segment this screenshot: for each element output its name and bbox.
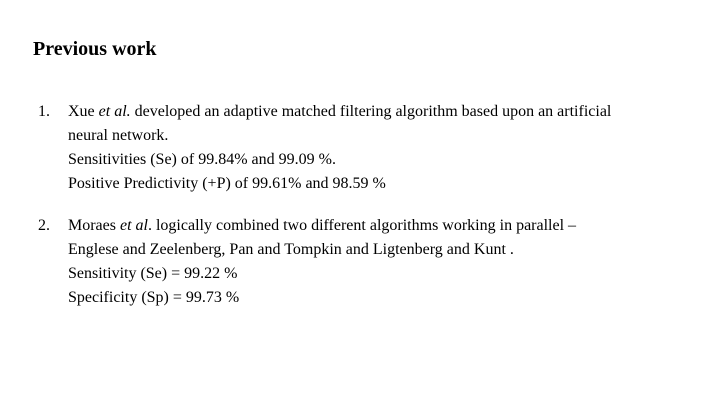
- author-name: Xue: [68, 103, 95, 120]
- list-item-moraes: [38, 214, 708, 310]
- sensitivity-line: Sensitivities (Se) of 99.84% and 99.09 %.: [68, 151, 336, 168]
- item-line-2: Englese and Zeelenberg, Pan and Tompkin and Ligtenberg and Kunt .: [68, 241, 514, 258]
- item-body: [68, 100, 708, 196]
- predictivity-line: Positive Predictivity (+P) of 99.61% and 98.59 %: [68, 175, 386, 192]
- item-line-2: neural network.: [68, 127, 169, 144]
- slide-title: Previous work: [33, 38, 157, 60]
- item-line-1: [68, 214, 708, 238]
- sensitivity-line: Sensitivity (Se) = 99.22 %: [68, 265, 238, 282]
- line-1-text: developed an adaptive matched filtering algorithm based upon an artificial: [130, 103, 612, 120]
- item-number: 1.: [38, 103, 50, 120]
- line-1-text: . logically combined two different algorithms working in parallel –: [147, 217, 577, 234]
- et-al: et al.: [98, 103, 131, 120]
- item-number: 2.: [38, 217, 50, 234]
- author-name: Moraes: [68, 217, 116, 234]
- specificity-line: Specificity (Sp) = 99.73 %: [68, 289, 240, 306]
- et-al: et al: [119, 217, 148, 234]
- item-line-1: [68, 100, 708, 124]
- list-item-xue: [38, 100, 708, 196]
- item-body: [68, 214, 708, 310]
